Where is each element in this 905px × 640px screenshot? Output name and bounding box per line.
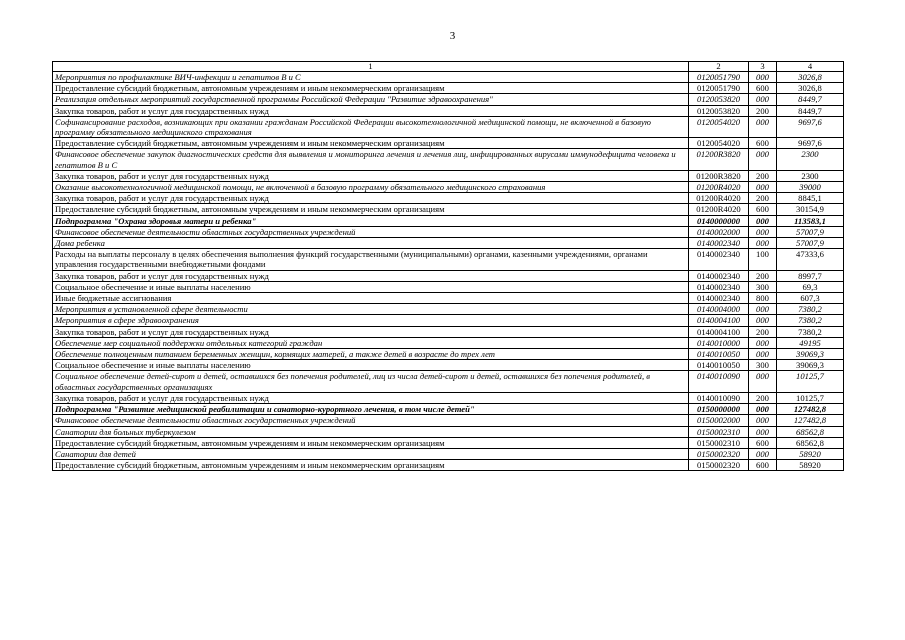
table-row — [53, 371, 844, 392]
row-expense-type-cell: 200 — [749, 170, 777, 181]
row-expense-type-cell: 000 — [749, 116, 777, 137]
budget-table-body — [53, 62, 844, 471]
row-sum-cell: 39000 — [777, 182, 844, 193]
row-name-cell: Обеспечение мер социальной поддержки отдельных категорий граждан — [53, 337, 689, 348]
header-col-3: 3 — [749, 62, 777, 72]
row-sum-cell: 7380,2 — [777, 326, 844, 337]
row-code-cell: 0140010050 — [689, 360, 749, 371]
row-sum-cell: 58920 — [777, 460, 844, 471]
row-code-cell: 0120054020 — [689, 138, 749, 149]
row-name-cell: Подпрограмма "Развитие медицинской реабилитации и санаторно-курортного лечения, в том числе детей" — [53, 404, 689, 415]
row-code-cell: 0120051790 — [689, 83, 749, 94]
table-row — [53, 182, 844, 193]
row-name-cell: Предоставление субсидий бюджетным, автономным учреждениям и иным некоммерческим организациям — [53, 437, 689, 448]
table-row — [53, 215, 844, 226]
table-row — [53, 281, 844, 292]
row-sum-cell: 57007,9 — [777, 238, 844, 249]
row-expense-type-cell: 000 — [749, 404, 777, 415]
table-row — [53, 426, 844, 437]
row-sum-cell: 9697,6 — [777, 138, 844, 149]
row-name-cell: Иные бюджетные ассигнования — [53, 293, 689, 304]
row-code-cell: 0140000000 — [689, 215, 749, 226]
row-expense-type-cell: 000 — [749, 337, 777, 348]
table-row — [53, 270, 844, 281]
row-sum-cell: 8449,7 — [777, 94, 844, 105]
row-code-cell: 01200R3820 — [689, 149, 749, 170]
row-name-cell: Расходы на выплаты персоналу в целях обеспечения выполнения функций государственными (муниципальными) органами, казенными учреждениями, органами управления государственными внебюджетными фондами — [53, 249, 689, 270]
row-expense-type-cell: 200 — [749, 326, 777, 337]
table-row — [53, 170, 844, 181]
header-row — [53, 62, 844, 72]
table-row — [53, 83, 844, 94]
row-expense-type-cell: 200 — [749, 392, 777, 403]
row-sum-cell: 68562,8 — [777, 426, 844, 437]
row-code-cell: 0140004100 — [689, 315, 749, 326]
row-code-cell: 0140002340 — [689, 293, 749, 304]
row-code-cell: 0120053820 — [689, 105, 749, 116]
row-name-cell: Финансовое обеспечение закупок диагностических средств для выявления и мониторинга лечения и лечения лиц, инфицированных вирусами иммунодефицита человека и гепатитов В и С — [53, 149, 689, 170]
row-sum-cell: 49195 — [777, 337, 844, 348]
row-name-cell: Санатории для больных туберкулезом — [53, 426, 689, 437]
table-row — [53, 249, 844, 270]
row-name-cell: Закупка товаров, работ и услуг для государственных нужд — [53, 326, 689, 337]
table-row — [53, 116, 844, 137]
table-row — [53, 238, 844, 249]
row-sum-cell: 8997,7 — [777, 270, 844, 281]
row-expense-type-cell: 300 — [749, 281, 777, 292]
row-sum-cell: 57007,9 — [777, 226, 844, 237]
row-code-cell: 0120053820 — [689, 94, 749, 105]
row-expense-type-cell: 000 — [749, 182, 777, 193]
row-name-cell: Предоставление субсидий бюджетным, автономным учреждениям и иным некоммерческим организациям — [53, 138, 689, 149]
row-expense-type-cell: 000 — [749, 349, 777, 360]
row-sum-cell: 7380,2 — [777, 304, 844, 315]
row-name-cell: Мероприятия в установленной сфере деятельности — [53, 304, 689, 315]
row-code-cell: 0140010090 — [689, 371, 749, 392]
row-name-cell: Социальное обеспечение детей-сирот и детей, оставшихся без попечения родителей, лиц из числа детей-сирот и детей, оставшихся без попечения родителей, в областных государственных организациях — [53, 371, 689, 392]
table-row — [53, 138, 844, 149]
row-name-cell: Закупка товаров, работ и услуг для государственных нужд — [53, 193, 689, 204]
row-code-cell: 0150002000 — [689, 415, 749, 426]
row-code-cell: 01200R4020 — [689, 182, 749, 193]
row-sum-cell: 3026,8 — [777, 72, 844, 83]
row-sum-cell: 39069,3 — [777, 360, 844, 371]
table-row — [53, 349, 844, 360]
row-code-cell: 0140010050 — [689, 349, 749, 360]
row-code-cell: 01200R4020 — [689, 204, 749, 215]
table-row — [53, 337, 844, 348]
row-code-cell: 0150002320 — [689, 448, 749, 459]
row-code-cell: 0120054020 — [689, 116, 749, 137]
row-expense-type-cell: 000 — [749, 94, 777, 105]
row-expense-type-cell: 600 — [749, 460, 777, 471]
row-expense-type-cell: 000 — [749, 371, 777, 392]
row-code-cell: 0140010090 — [689, 392, 749, 403]
row-sum-cell: 8449,7 — [777, 105, 844, 116]
row-name-cell: Софинансирование расходов, возникающих при оказании гражданам Российской Федерации высокотехнологичной медицинской помощи, не включенной в базовую программу обязательного медицинского страхования — [53, 116, 689, 137]
row-expense-type-cell: 300 — [749, 360, 777, 371]
table-row — [53, 293, 844, 304]
row-sum-cell: 8845,1 — [777, 193, 844, 204]
table-row — [53, 415, 844, 426]
row-expense-type-cell: 000 — [749, 72, 777, 83]
row-code-cell: 0140002340 — [689, 270, 749, 281]
row-sum-cell: 30154,9 — [777, 204, 844, 215]
table-row — [53, 448, 844, 459]
table-row — [53, 304, 844, 315]
table-row — [53, 392, 844, 403]
row-name-cell: Финансовое обеспечение деятельности областных государственных учреждений — [53, 226, 689, 237]
table-row — [53, 315, 844, 326]
row-name-cell: Обеспечение полноценным питанием беременных женщин, кормящих матерей, а также детей в возрасте до трех лет — [53, 349, 689, 360]
row-code-cell: 0150002320 — [689, 460, 749, 471]
row-name-cell: Реализация отдельных мероприятий государственной программы Российской Федерации "Развитие здравоохранения" — [53, 94, 689, 105]
row-code-cell: 0150002310 — [689, 426, 749, 437]
row-code-cell: 0150000000 — [689, 404, 749, 415]
row-code-cell: 0140010000 — [689, 337, 749, 348]
row-name-cell: Социальное обеспечение и иные выплаты населению — [53, 281, 689, 292]
row-name-cell: Закупка товаров, работ и услуг для государственных нужд — [53, 270, 689, 281]
row-expense-type-cell: 600 — [749, 138, 777, 149]
row-expense-type-cell: 000 — [749, 215, 777, 226]
row-name-cell: Закупка товаров, работ и услуг для государственных нужд — [53, 392, 689, 403]
row-expense-type-cell: 000 — [749, 315, 777, 326]
row-expense-type-cell: 600 — [749, 204, 777, 215]
row-sum-cell: 69,3 — [777, 281, 844, 292]
table-row — [53, 105, 844, 116]
row-sum-cell: 127482,8 — [777, 415, 844, 426]
table-row — [53, 94, 844, 105]
row-expense-type-cell: 000 — [749, 426, 777, 437]
page-number: 3 — [449, 30, 456, 42]
row-sum-cell: 10125,7 — [777, 371, 844, 392]
table-row — [53, 193, 844, 204]
row-name-cell: Подпрограмма "Охрана здоровья матери и ребенка" — [53, 215, 689, 226]
row-sum-cell: 2300 — [777, 170, 844, 181]
row-name-cell: Дома ребенка — [53, 238, 689, 249]
table-row — [53, 72, 844, 83]
table-row — [53, 360, 844, 371]
row-name-cell: Закупка товаров, работ и услуг для государственных нужд — [53, 170, 689, 181]
row-code-cell: 01200R4020 — [689, 193, 749, 204]
row-code-cell: 0140004100 — [689, 326, 749, 337]
row-sum-cell: 7380,2 — [777, 315, 844, 326]
row-name-cell: Оказание высокотехнологичной медицинской помощи, не включенной в базовую программу обязательного медицинского страхования — [53, 182, 689, 193]
table-row — [53, 226, 844, 237]
row-sum-cell: 2300 — [777, 149, 844, 170]
row-name-cell: Мероприятия в сфере здравоохранения — [53, 315, 689, 326]
row-expense-type-cell: 600 — [749, 437, 777, 448]
row-expense-type-cell: 200 — [749, 193, 777, 204]
row-expense-type-cell: 000 — [749, 238, 777, 249]
row-name-cell: Предоставление субсидий бюджетным, автономным учреждениям и иным некоммерческим организациям — [53, 83, 689, 94]
row-sum-cell: 68562,8 — [777, 437, 844, 448]
row-sum-cell: 47333,6 — [777, 249, 844, 270]
table-row — [53, 149, 844, 170]
row-code-cell: 0150002310 — [689, 437, 749, 448]
header-col-1: 1 — [53, 62, 689, 72]
table-row — [53, 204, 844, 215]
row-expense-type-cell: 800 — [749, 293, 777, 304]
row-expense-type-cell: 200 — [749, 270, 777, 281]
row-name-cell: Санатории для детей — [53, 448, 689, 459]
table-row — [53, 404, 844, 415]
row-code-cell: 0140002340 — [689, 281, 749, 292]
row-name-cell: Финансовое обеспечение деятельности областных государственных учреждений — [53, 415, 689, 426]
row-code-cell: 0120051790 — [689, 72, 749, 83]
budget-table — [52, 61, 844, 471]
row-expense-type-cell: 200 — [749, 105, 777, 116]
row-name-cell: Закупка товаров, работ и услуг для государственных нужд — [53, 105, 689, 116]
row-code-cell: 0140004000 — [689, 304, 749, 315]
row-expense-type-cell: 000 — [749, 415, 777, 426]
table-row — [53, 460, 844, 471]
row-name-cell: Предоставление субсидий бюджетным, автономным учреждениям и иным некоммерческим организациям — [53, 460, 689, 471]
row-code-cell: 0140002340 — [689, 249, 749, 270]
row-sum-cell: 113583,1 — [777, 215, 844, 226]
row-sum-cell: 39069,3 — [777, 349, 844, 360]
header-col-2: 2 — [689, 62, 749, 72]
row-sum-cell: 9697,6 — [777, 116, 844, 137]
row-expense-type-cell: 000 — [749, 226, 777, 237]
row-sum-cell: 3026,8 — [777, 83, 844, 94]
row-code-cell: 01200R3820 — [689, 170, 749, 181]
row-sum-cell: 58920 — [777, 448, 844, 459]
row-code-cell: 0140002000 — [689, 226, 749, 237]
row-sum-cell: 127482,8 — [777, 404, 844, 415]
row-sum-cell: 10125,7 — [777, 392, 844, 403]
table-row — [53, 437, 844, 448]
row-expense-type-cell: 000 — [749, 304, 777, 315]
row-name-cell: Предоставление субсидий бюджетным, автономным учреждениям и иным некоммерческим организациям — [53, 204, 689, 215]
row-expense-type-cell: 000 — [749, 149, 777, 170]
row-name-cell: Социальное обеспечение и иные выплаты населению — [53, 360, 689, 371]
row-sum-cell: 607,3 — [777, 293, 844, 304]
table-row — [53, 326, 844, 337]
row-expense-type-cell: 600 — [749, 83, 777, 94]
header-col-4: 4 — [777, 62, 844, 72]
row-code-cell: 0140002340 — [689, 238, 749, 249]
row-name-cell: Мероприятия по профилактике ВИЧ-инфекции и гепатитов В и С — [53, 72, 689, 83]
row-expense-type-cell: 000 — [749, 448, 777, 459]
row-expense-type-cell: 100 — [749, 249, 777, 270]
